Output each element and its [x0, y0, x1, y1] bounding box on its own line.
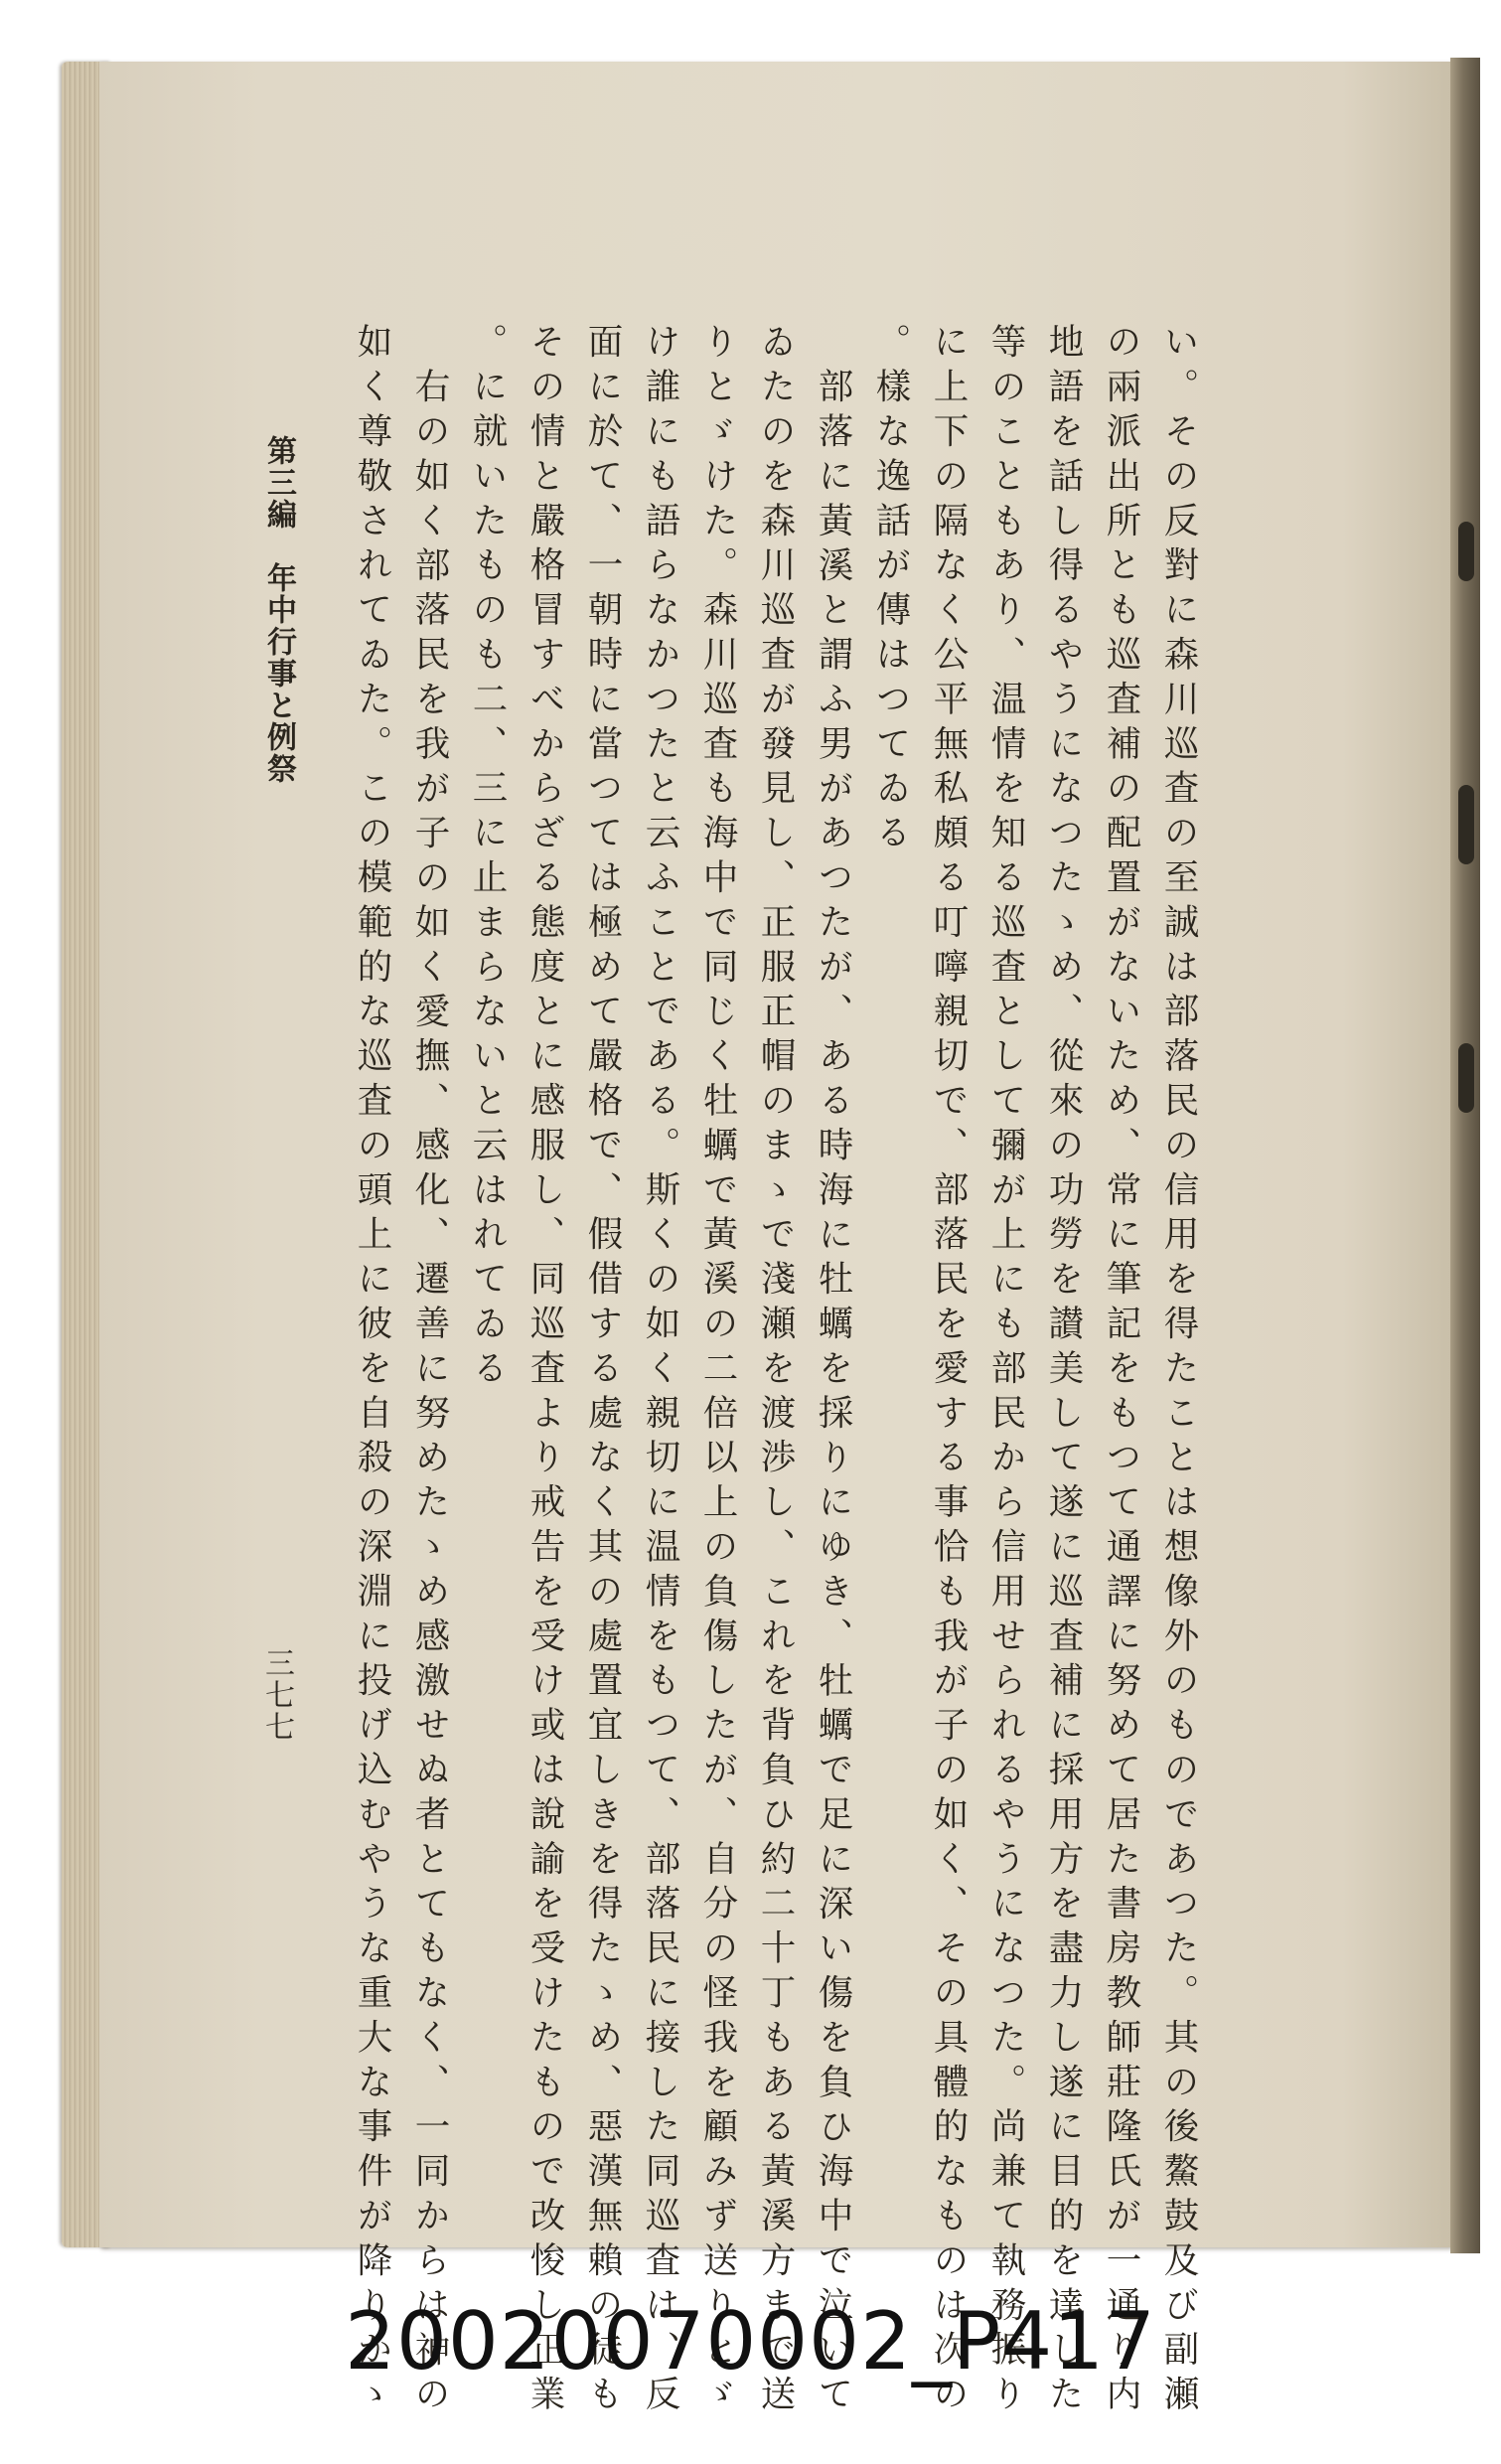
text-column: 樣な逸話が傳はつてゐる。 — [870, 323, 911, 858]
text-column: に上下の隔なく公平無私頗る叮嚀親切で、部落民を愛する事恰も我が子の如く、その具體的なものは次の — [928, 323, 969, 2420]
binding-hole — [1458, 522, 1474, 581]
text-column: りとゞけた。森川巡査も海中で同じく牡蠣で黃溪の二倍以上の負傷したが、自分の怪我を顧みず送りとゞ — [697, 323, 738, 2420]
page-number: 三七七 — [259, 1647, 294, 1743]
text-column: 面に於て、一朝時に當つては極めて嚴格で、假借する處なく其の處置宜しきを得たゝめ、惡漢無賴の徒も — [582, 323, 623, 2420]
book-spine — [1450, 58, 1480, 2253]
image-caption: 20020070002_P417 — [345, 2295, 1156, 2387]
text-column: その情と嚴格冒すべからざる態度とに感服し、同巡査より戒告を受け或は說諭を受けたもので改悛し正業 — [525, 323, 565, 2420]
binding-hole — [1458, 785, 1474, 864]
text-column: に就いたものも二、三に止まらないと云はれてゐる。 — [467, 323, 508, 1394]
text-column: け誰にも語らなかつたと云ふことである。斯くの如く親切に温情をもつて、部落民に接した同巡査は、反 — [640, 323, 680, 2420]
text-column: ゐたのを森川巡査が發見し、正服正帽のまゝで淺瀬を渡渉し、これを背負ひ約二十丁もある黃溪方まで送 — [755, 323, 796, 2420]
running-header: 第三編 年中行事と例祭 — [261, 435, 296, 785]
text-column: 部落に黃溪と謂ふ男があつたが、ある時海に牡蠣を採りにゆき、牡蠣で足に深い傷を負ひ海中で泣いて — [813, 368, 853, 2420]
text-column: 如く尊敬されてゐた。この模範的な巡査の頭上に彼を自殺の深淵に投げ込むやうな重大な事件が降りかゝ — [352, 323, 392, 2420]
text-column: の兩派出所とも巡査補の配置がないため、常に筆記をもつて通譯に努めて居た書房教師莊隆氏が一通り内 — [1101, 323, 1141, 2420]
text-column: 地語を話し得るやうになつたゝめ、從來の功勞を讃美して遂に巡査補に採用方を盡力し遂に目的を達した — [1043, 323, 1084, 2420]
text-column: い。その反對に森川巡査の至誠は部落民の信用を得たことは想像外のものであつた。其の後鰲鼓及び副瀬 — [1158, 323, 1199, 2420]
binding-hole — [1458, 1043, 1474, 1113]
text-column: 右の如く部落民を我が子の如く愛撫、感化、遷善に努めたゝめ感激せぬ者とてもなく、一同からは神の — [409, 368, 450, 2420]
text-column: 等のこともあり、温情を知る巡査として彌が上にも部民から信用せられるやうになつた。尚兼て執務振り — [985, 323, 1026, 2420]
